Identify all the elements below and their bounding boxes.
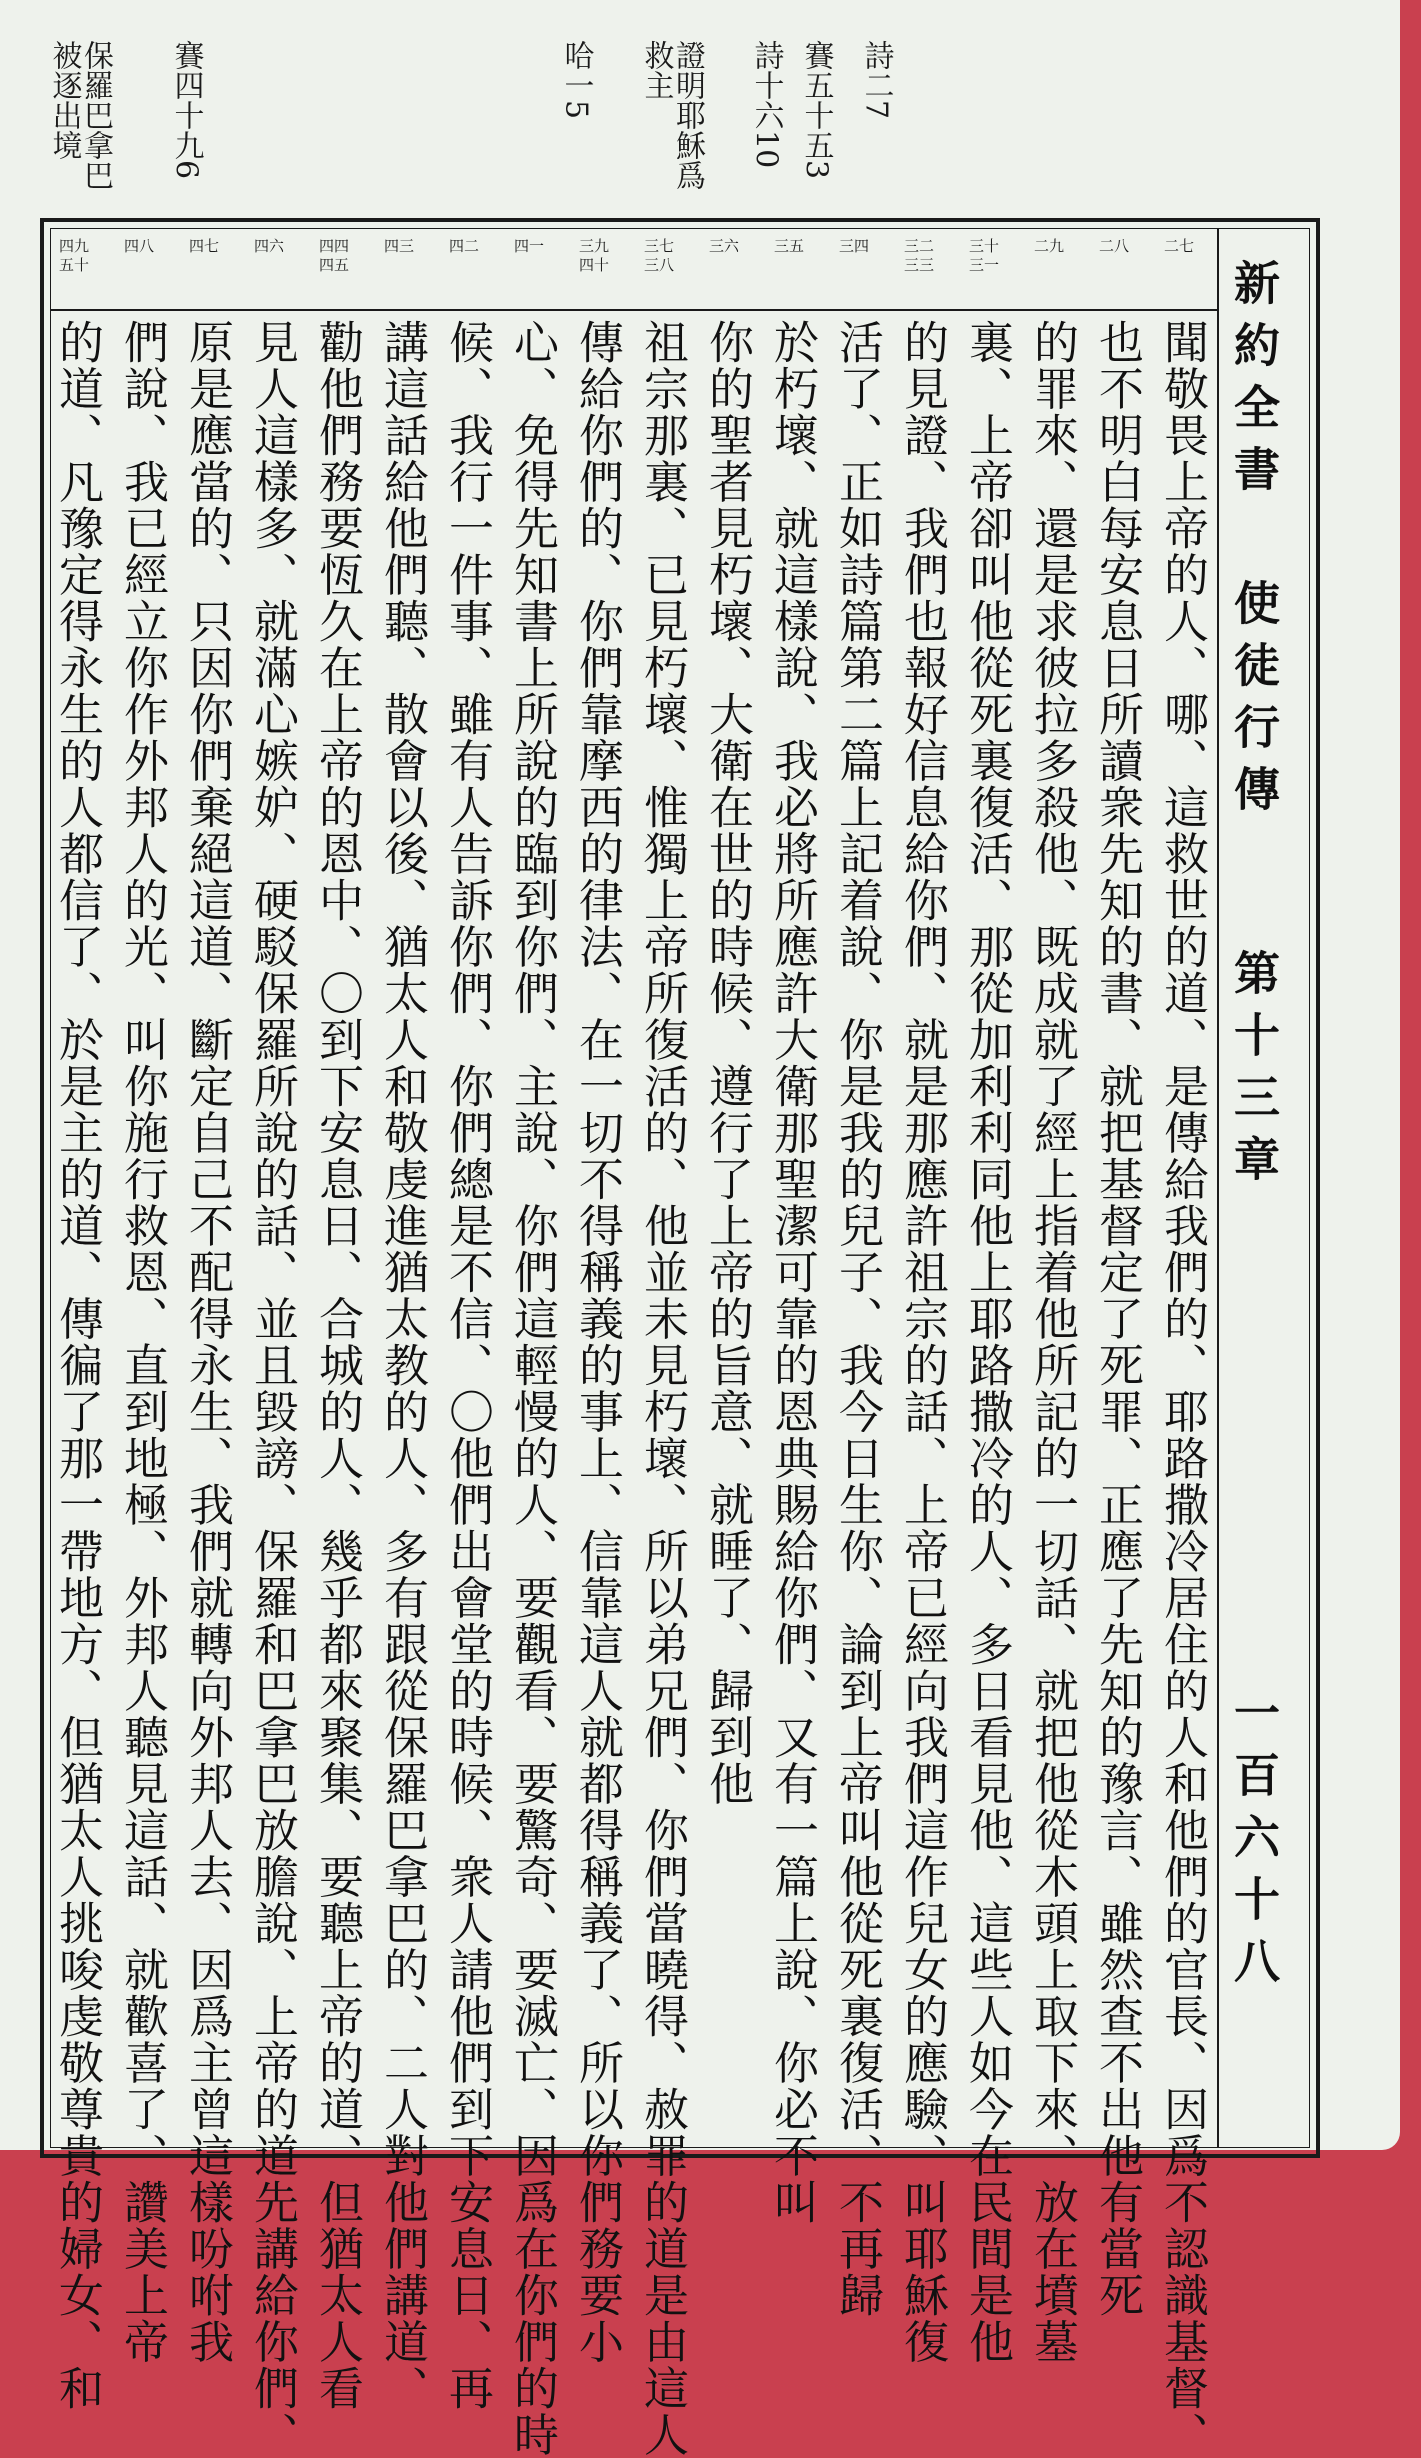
verse-number: 三五 [773,237,804,255]
text-frame-inner [50,228,1310,2458]
verse-number: 四四 四五 [318,237,349,274]
text-column: 聞敬畏上帝的人、哪、這救世的道、是傳給我們的、耶路撒冷居住的人和他們的官長、因爲不認識基督、 [1156,319,1209,2458]
chapter-heading: 第十三章 [1227,949,1281,1197]
verse-number: 三六 [708,237,739,255]
verse-number: 三七 三八 [643,237,674,274]
verse-number: 四六 [253,237,284,255]
text-column: 的見證、我們也報好信息給你們、就是那應許祖宗的話、上帝已經向我們這作兒女的應驗、叫耶穌復 [896,319,949,2365]
text-column: 也不明白每安息日所讀衆先知的書、就把基督定了死罪、正應了先知的豫言、雖然查不出他有當死 [1091,319,1144,2319]
margin-ref-isaiah-49: 賽四十九6 [168,40,204,180]
verse-number: 四一 [513,237,544,255]
book-title: 新約全書 [1227,259,1281,507]
verse-number: 四八 [123,237,154,255]
text-frame [40,218,1320,2458]
margin-ref-proves-jesus: 證明耶穌爲 救主 [638,40,705,190]
margin-ref-expelled: 保羅巴拿巴 被逐出境 [46,40,113,190]
margin-references [40,40,900,210]
margin-ref-habakkuk-1: 哈一5 [558,40,594,120]
verse-number: 四三 [383,237,414,255]
page-header [1217,229,1309,2147]
verse-number: 四七 [188,237,219,255]
text-column: 原是應當的、只因你們棄絕這道、斷定自己不配得永生、我們就轉向外邦人去、因爲主曾這樣吩咐我 [181,319,234,2365]
verse-number: 三四 [838,237,869,255]
text-column: 裏、上帝卻叫他從死裏復活、那從加利利同他上耶路撒冷的人、多日看見他、這些人如今在民間是他 [961,319,1014,2365]
text-column: 勸他們務要恆久在上帝的恩中、〇到下安息日、合城的人、幾乎都來聚集、要聽上帝的道、但猶太人看 [311,319,364,2412]
body-text [51,319,1211,2458]
text-column: 的罪來、還是求彼拉多殺他、既成就了經上指着他所記的一切話、就把他從木頭上取下來、放在墳墓 [1026,319,1079,2365]
text-column: 講這話給他們聽、散會以後、猶太人和敬虔進猶太教的人、多有跟從保羅巴拿巴的、二人對他們講道、 [376,319,429,2412]
verse-number: 二七 [1163,237,1194,255]
text-column: 見人這樣多、就滿心嫉妒、硬駁保羅所說的話、並且毀謗、保羅和巴拿巴放膽說、上帝的道先講給你們、 [246,319,299,2458]
text-column: 候、我行一件事、雖有人告訴你們、你們總是不信、〇他們出會堂的時候、衆人請他們到下安息日、再 [441,319,494,2412]
margin-ref-psalm-2: 詩二7 [858,40,894,120]
verse-number: 三二 三三 [903,237,934,274]
text-column: 傳給你們的、你們靠摩西的律法、在一切不得稱義的事上、信靠這人就都得稱義了、所以你們務要小 [571,319,624,2365]
verse-number: 三九 四十 [578,237,609,274]
text-column: 於朽壞、就這樣說、我必將所應許大衛那聖潔可靠的恩典賜給你們、又有一篇上說、你必不叫 [766,319,819,2226]
verse-number: 二九 [1033,237,1064,255]
page-number: 一百六十八 [1227,1689,1281,1999]
verse-number: 二八 [1098,237,1129,255]
text-column: 的道、凡豫定得永生的人都信了、於是主的道、傳徧了那一帶地方、但猶太人挑唆虔敬尊貴的婦女、和 [51,319,104,2412]
text-column: 你的聖者見朽壞、大衛在世的時候、遵行了上帝的旨意、就睡了、歸到他 [701,319,754,1807]
text-column: 們說、我已經立你作外邦人的光、叫你施行救恩、直到地極、外邦人聽見這話、就歡喜了、讚美上帝 [116,319,169,2365]
text-column: 祖宗那裏、已見朽壞、惟獨上帝所復活的、他並未見朽壞、所以弟兄們、你們當曉得、赦罪的道是由這人 [636,319,689,2458]
text-column: 活了、正如詩篇第二篇上記着說、你是我的兒子、我今日生你、論到上帝叫他從死裏復活、不再歸 [831,319,884,2319]
margin-ref-isaiah-55: 賽五十五3 [798,40,834,180]
book-name: 使徒行傳 [1227,579,1281,827]
verse-number-strip [51,229,1217,311]
verse-number: 三十 三一 [968,237,999,274]
verse-number: 四二 [448,237,479,255]
margin-ref-psalm-16: 詩十六10 [748,40,784,169]
text-column: 心、免得先知書上所說的臨到你們、主說、你們這輕慢的人、要觀看、要驚奇、要滅亡、因爲在你們的時 [506,319,559,2458]
verse-number: 四九 五十 [58,237,89,274]
